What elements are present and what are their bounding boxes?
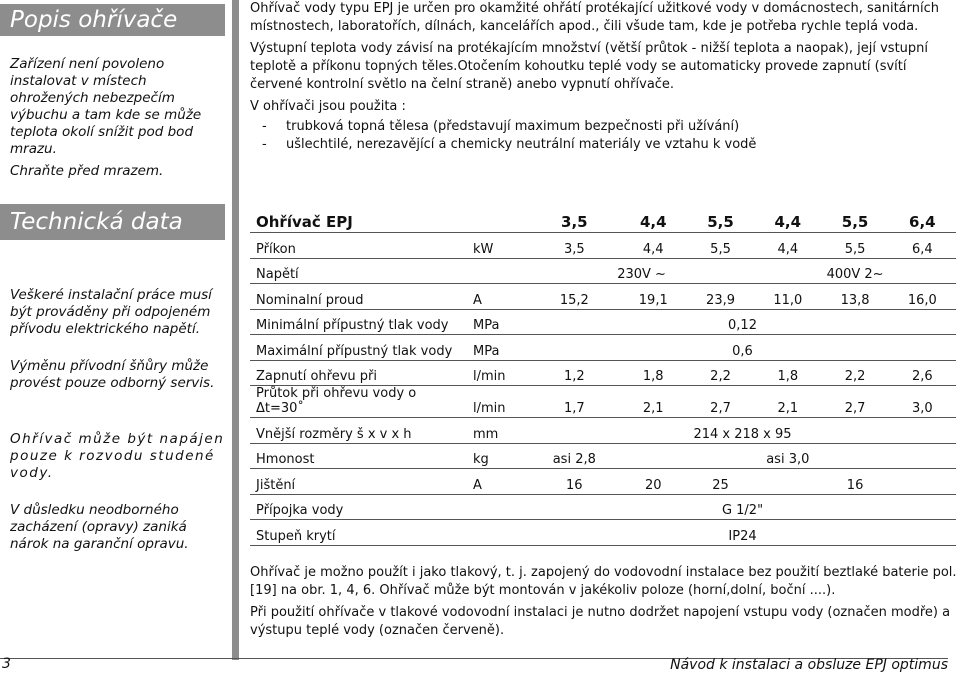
cell: 3,0 bbox=[889, 386, 956, 418]
cell: 20 bbox=[620, 469, 687, 495]
table-row bbox=[250, 335, 956, 361]
cell: G 1/2" bbox=[529, 494, 956, 520]
bottom-text bbox=[250, 564, 960, 644]
cell: 0,12 bbox=[529, 309, 956, 335]
spec-table bbox=[250, 204, 956, 546]
cell: 16,0 bbox=[889, 284, 956, 310]
cell: 5,5 bbox=[687, 233, 754, 259]
header-model: 4,4 bbox=[620, 204, 687, 233]
cell: IP24 bbox=[529, 520, 956, 546]
cell: 2,2 bbox=[821, 360, 888, 386]
list-dash: - bbox=[262, 137, 267, 152]
row-label: Minimální přípustný tlak vody bbox=[250, 309, 467, 335]
cell: 1,7 bbox=[529, 386, 620, 418]
row-unit: kg bbox=[467, 443, 529, 469]
cell: 2,1 bbox=[620, 386, 687, 418]
cell: 3,5 bbox=[529, 233, 620, 259]
row-unit: l/min bbox=[467, 386, 529, 418]
row-unit: l/min bbox=[467, 360, 529, 386]
row-unit bbox=[467, 258, 529, 284]
note-installation: Veškeré instalační práce musí být prováděny při odpojeném přívodu elektrického napětí. bbox=[10, 287, 212, 337]
row-label: Zapnutí ohřevu při bbox=[250, 360, 467, 386]
header-label: Ohřívač EPJ bbox=[250, 204, 529, 233]
row-unit bbox=[467, 494, 529, 520]
sidebar bbox=[0, 0, 238, 679]
cell: 25 bbox=[687, 469, 754, 495]
warning-explosion: Zařízení není povoleno instalovat v místech ohrožených nebezpečím výbuchu a tam kde se může teplota okolí snížit pod bod mrazu. bbox=[10, 56, 202, 157]
list-dash: - bbox=[262, 119, 267, 134]
table-row bbox=[250, 494, 956, 520]
list-item-text: trubková topná tělesa (představují maximum bezpečnosti při užívání) bbox=[286, 119, 740, 134]
cell: 4,4 bbox=[620, 233, 687, 259]
header-model: 5,5 bbox=[687, 204, 754, 233]
cell: 2,2 bbox=[687, 360, 754, 386]
section-title-technical: Technická data bbox=[0, 204, 225, 240]
table-row bbox=[250, 258, 956, 284]
header-model: 6,4 bbox=[889, 204, 956, 233]
row-label: Maximální přípustný tlak vody bbox=[250, 335, 467, 361]
footer-title: Návod k instalaci a obsluze EPJ optimus bbox=[670, 657, 948, 673]
row-unit: mm bbox=[467, 418, 529, 444]
cell: 230V ~ bbox=[529, 258, 754, 284]
table-row bbox=[250, 360, 956, 386]
cell: 0,6 bbox=[529, 335, 956, 361]
cell: 1,2 bbox=[529, 360, 620, 386]
intro-text bbox=[250, 0, 955, 154]
list-item bbox=[250, 118, 955, 136]
list-item-text: ušlechtilé, nerezavějící a chemicky neutrální materiály ve vztahu k vodě bbox=[286, 137, 757, 152]
table-header-row bbox=[250, 204, 956, 233]
row-label: Jištění bbox=[250, 469, 467, 495]
row-unit: MPa bbox=[467, 335, 529, 361]
header-model: 3,5 bbox=[529, 204, 620, 233]
table-row bbox=[250, 386, 956, 418]
cell: 2,7 bbox=[687, 386, 754, 418]
row-unit bbox=[467, 520, 529, 546]
row-label: Stupeň krytí bbox=[250, 520, 467, 546]
cell: 214 x 218 x 95 bbox=[529, 418, 956, 444]
row-unit: MPa bbox=[467, 309, 529, 335]
cell: 15,2 bbox=[529, 284, 620, 310]
bottom-paragraph-1: Ohřívač je možno použít i jako tlakový, t. j. zapojený do vodovodní instalace bez použití beztlaké baterie pol. [19] na obr. 1, 4, 6. Ohřívač může být montován v jakékoliv poloze (horní,dolní, boční ....). bbox=[250, 565, 957, 598]
section-title-description: Popis ohřívače bbox=[0, 4, 225, 36]
intro-paragraph-3: V ohřívači jsou použita : bbox=[250, 99, 406, 114]
cell: 2,7 bbox=[821, 386, 888, 418]
cell: 400V 2~ bbox=[754, 258, 956, 284]
table-row bbox=[250, 233, 956, 259]
row-label: Hmonost bbox=[250, 443, 467, 469]
cell: asi 2,8 bbox=[529, 443, 620, 469]
header-model: 4,4 bbox=[754, 204, 821, 233]
table-row bbox=[250, 520, 956, 546]
row-label: Průtok při ohřevu vody o Δt=30˚ bbox=[250, 386, 467, 418]
cell: 16 bbox=[754, 469, 956, 495]
note-cord: Výměnu přívodní šňůry může provést pouze odborný servis. bbox=[10, 358, 215, 391]
cell: 6,4 bbox=[889, 233, 956, 259]
cell: 19,1 bbox=[620, 284, 687, 310]
header-model: 5,5 bbox=[821, 204, 888, 233]
cell: 13,8 bbox=[821, 284, 888, 310]
cell: 2,6 bbox=[889, 360, 956, 386]
cell: 16 bbox=[529, 469, 620, 495]
row-unit: A bbox=[467, 284, 529, 310]
cell: 4,4 bbox=[754, 233, 821, 259]
table-row bbox=[250, 284, 956, 310]
table-row bbox=[250, 418, 956, 444]
cell: 5,5 bbox=[821, 233, 888, 259]
table-row bbox=[250, 309, 956, 335]
row-unit: A bbox=[467, 469, 529, 495]
note-warranty: V důsledku neodborného zacházení (opravy) zaniká nárok na garanční opravu. bbox=[10, 502, 189, 552]
row-label: Nominalní proud bbox=[250, 284, 467, 310]
intro-paragraph-1: Ohřívač vody typu EPJ je určen pro okamžité ohřátí protékající užitkové vody v domácnostech, sanitárních místnostech, laboratořích, dílnách, kancelářích apod., čili všude tam, kde je potřeba rychle teplá voda. bbox=[250, 1, 939, 34]
row-label: Vnější rozměry š x v x h bbox=[250, 418, 467, 444]
cell: 1,8 bbox=[620, 360, 687, 386]
intro-paragraph-2: Výstupní teplota vody závisí na protékajícím množství (větší průtok - nižší teplota a naopak), její vstupní teplotě a příkonu topných těles.Otočením kohoutku teplé vody se automaticky provede zapnutí (svítí červené kontrolní světlo na čelní straně) anebo vypnutí ohřívače. bbox=[250, 41, 929, 92]
bottom-paragraph-2: Při použití ohřívače v tlakové vodovodní instalaci je nutno dodržet napojení vstupu vody (označen modře) a výstupu teplé vody (označen červeně). bbox=[250, 605, 951, 638]
note-cold-water: Ohřívač může být napájen pouze k rozvodu studené vody. bbox=[10, 431, 225, 481]
cell: 11,0 bbox=[754, 284, 821, 310]
list-item bbox=[250, 136, 955, 154]
vertical-divider bbox=[232, 0, 239, 660]
table-row bbox=[250, 443, 956, 469]
warning-frost: Chraňte před mrazem. bbox=[10, 163, 164, 179]
row-label: Přípojka vody bbox=[250, 494, 467, 520]
cell: 23,9 bbox=[687, 284, 754, 310]
cell: asi 3,0 bbox=[620, 443, 956, 469]
table-row bbox=[250, 469, 956, 495]
row-label: Napětí bbox=[250, 258, 467, 284]
page-number: 3 bbox=[2, 656, 11, 672]
row-label: Příkon bbox=[250, 233, 467, 259]
row-unit: kW bbox=[467, 233, 529, 259]
cell: 2,1 bbox=[754, 386, 821, 418]
cell: 1,8 bbox=[754, 360, 821, 386]
